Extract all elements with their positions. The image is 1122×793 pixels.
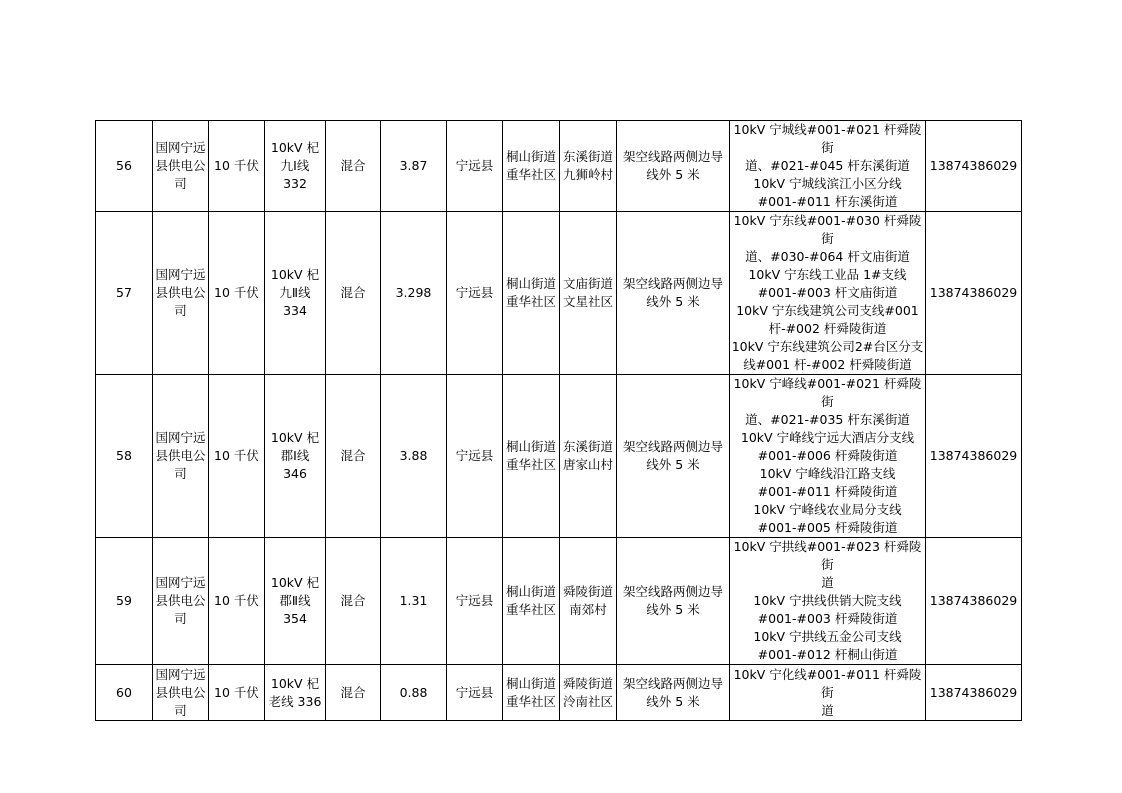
end-area-cell: 舜陵街道 南郊村 xyxy=(560,538,617,665)
sequence-number: 56 xyxy=(96,121,153,212)
line-type-cell: 混合 xyxy=(326,665,381,721)
line-type-cell: 混合 xyxy=(326,212,381,375)
county-cell: 宁远县 xyxy=(447,665,503,721)
end-area-cell: 舜陵街道 泠南社区 xyxy=(560,665,617,721)
sequence-number: 60 xyxy=(96,665,153,721)
start-area-cell: 桐山街道 重华社区 xyxy=(503,538,560,665)
unit-cell: 国网宁远 县供电公 司 xyxy=(153,375,209,538)
table-row xyxy=(96,665,1022,721)
phone-cell: 13874386029 xyxy=(926,375,1022,538)
sequence-number: 57 xyxy=(96,212,153,375)
start-area-cell: 桐山街道 重华社区 xyxy=(503,375,560,538)
phone-cell: 13874386029 xyxy=(926,538,1022,665)
phone-cell: 13874386029 xyxy=(926,665,1022,721)
sequence-number: 59 xyxy=(96,538,153,665)
end-area-cell: 东溪街道 唐家山村 xyxy=(560,375,617,538)
line-name-cell: 10kV 杞 郡Ⅰ线 346 xyxy=(265,375,326,538)
sequence-number: 58 xyxy=(96,375,153,538)
county-cell: 宁远县 xyxy=(447,212,503,375)
county-cell: 宁远县 xyxy=(447,121,503,212)
county-cell: 宁远县 xyxy=(447,375,503,538)
voltage-cell: 10 千伏 xyxy=(209,121,265,212)
table-row xyxy=(96,121,1022,212)
end-area-cell: 东溪街道 九狮岭村 xyxy=(560,121,617,212)
length-cell: 3.88 xyxy=(381,375,447,538)
start-area-cell: 桐山街道 重华社区 xyxy=(503,121,560,212)
unit-cell: 国网宁远 县供电公 司 xyxy=(153,538,209,665)
length-cell: 0.88 xyxy=(381,665,447,721)
table-row xyxy=(96,212,1022,375)
protection-zone-cell: 架空线路两侧边导 线外 5 米 xyxy=(617,375,730,538)
power-line-table xyxy=(95,120,1022,721)
voltage-cell: 10 千伏 xyxy=(209,375,265,538)
protection-zone-cell: 架空线路两侧边导 线外 5 米 xyxy=(617,212,730,375)
voltage-cell: 10 千伏 xyxy=(209,665,265,721)
county-cell: 宁远县 xyxy=(447,538,503,665)
route-detail-cell: 10kV 宁东线#001-#030 杆舜陵街 道、#030-#064 杆文庙街道 10kV 宁东线工业品 1#支线 #001-#003 杆文庙街道 10kV 宁东线建筑公司支线#001 杆-#002 杆舜陵街道 10kV 宁东线建筑公司2#台区分支 线#001 杆-#002 杆舜陵街道 xyxy=(730,212,926,375)
line-name-cell: 10kV 杞 老线 336 xyxy=(265,665,326,721)
end-area-cell: 文庙街道 文星社区 xyxy=(560,212,617,375)
unit-cell: 国网宁远 县供电公 司 xyxy=(153,121,209,212)
length-cell: 3.87 xyxy=(381,121,447,212)
protection-zone-cell: 架空线路两侧边导 线外 5 米 xyxy=(617,665,730,721)
table-body xyxy=(96,121,1022,721)
protection-zone-cell: 架空线路两侧边导 线外 5 米 xyxy=(617,538,730,665)
line-name-cell: 10kV 杞 九Ⅰ线 332 xyxy=(265,121,326,212)
length-cell: 1.31 xyxy=(381,538,447,665)
line-type-cell: 混合 xyxy=(326,121,381,212)
phone-cell: 13874386029 xyxy=(926,121,1022,212)
table-row xyxy=(96,538,1022,665)
phone-cell: 13874386029 xyxy=(926,212,1022,375)
line-type-cell: 混合 xyxy=(326,538,381,665)
unit-cell: 国网宁远 县供电公 司 xyxy=(153,665,209,721)
length-cell: 3.298 xyxy=(381,212,447,375)
start-area-cell: 桐山街道 重华社区 xyxy=(503,212,560,375)
line-name-cell: 10kV 杞 郡Ⅱ线 354 xyxy=(265,538,326,665)
line-name-cell: 10kV 杞 九Ⅱ线 334 xyxy=(265,212,326,375)
table-row xyxy=(96,375,1022,538)
route-detail-cell: 10kV 宁峰线#001-#021 杆舜陵街 道、#021-#035 杆东溪街道 10kV 宁峰线宁远大酒店分支线 #001-#006 杆舜陵街道 10kV 宁峰线沿江路支线 #001-#011 杆舜陵街道 10kV 宁峰线农业局分支线 #001-#005 杆舜陵街道 xyxy=(730,375,926,538)
protection-zone-cell: 架空线路两侧边导 线外 5 米 xyxy=(617,121,730,212)
route-detail-cell: 10kV 宁城线#001-#021 杆舜陵街 道、#021-#045 杆东溪街道 10kV 宁城线滨江小区分线 #001-#011 杆东溪街道 xyxy=(730,121,926,212)
voltage-cell: 10 千伏 xyxy=(209,538,265,665)
route-detail-cell: 10kV 宁化线#001-#011 杆舜陵街 道 xyxy=(730,665,926,721)
line-type-cell: 混合 xyxy=(326,375,381,538)
start-area-cell: 桐山街道 重华社区 xyxy=(503,665,560,721)
voltage-cell: 10 千伏 xyxy=(209,212,265,375)
unit-cell: 国网宁远 县供电公 司 xyxy=(153,212,209,375)
route-detail-cell: 10kV 宁拱线#001-#023 杆舜陵街 道 10kV 宁拱线供销大院支线 #001-#003 杆舜陵街道 10kV 宁拱线五金公司支线 #001-#012 杆桐山街道 xyxy=(730,538,926,665)
